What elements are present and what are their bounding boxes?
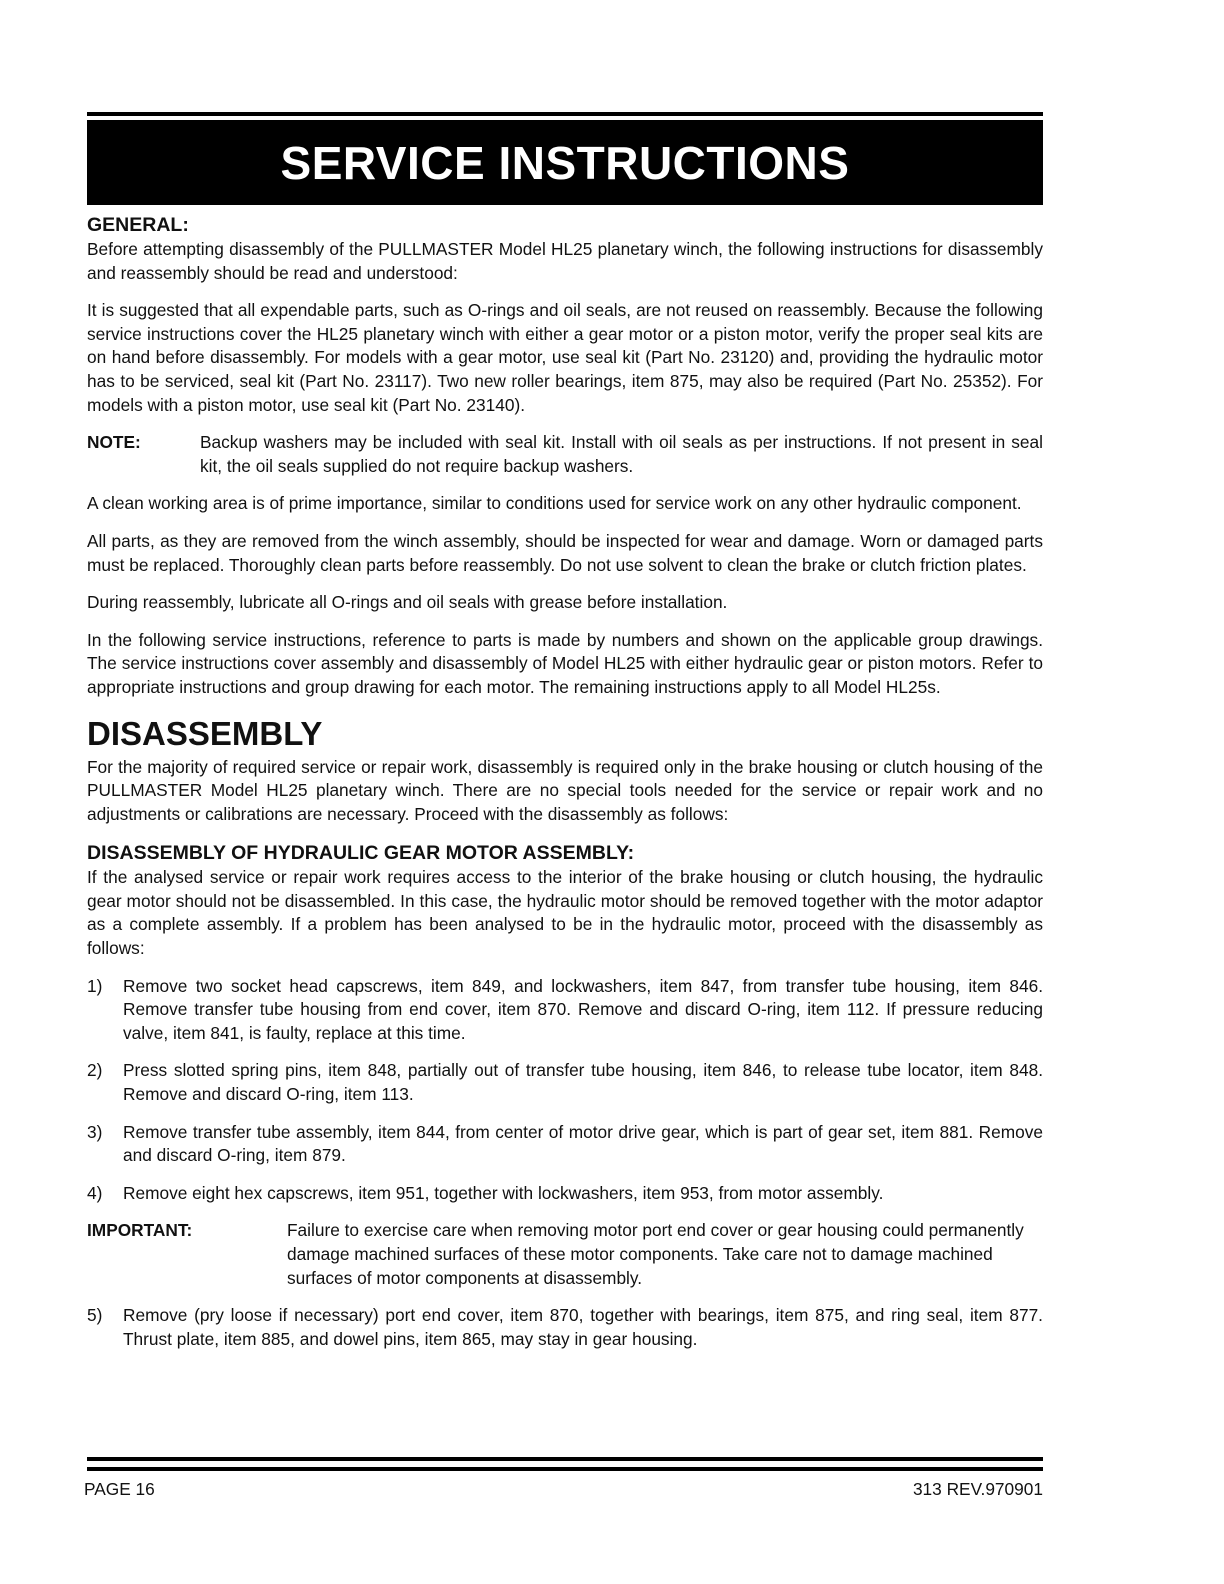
important-block xyxy=(87,1219,1043,1290)
general-paragraph: In the following service instructions, reference to parts is made by numbers and shown on the applicable group drawings. The service instructions cover assembly and disassembly of Model HL25 with either hydraulic gear or piston motors. Refer to appropriate instructions and group drawing for each motor. The remaining instructions apply to all Model HL25s. xyxy=(87,629,1043,697)
gear-motor-heading: DISASSEMBLY OF HYDRAULIC GEAR MOTOR ASSEMBLY: xyxy=(87,842,635,865)
list-item xyxy=(87,1059,1043,1106)
list-item xyxy=(87,1121,1043,1168)
step-number: 3) xyxy=(87,1121,103,1142)
step-text: Press slotted spring pins, item 848, partially out of transfer tube housing, item 846, to release tube locator, item 848. Remove and discard O-ring, item 113. xyxy=(123,1060,1043,1105)
step-list xyxy=(87,975,1043,1206)
gear-motor-intro: If the analysed service or repair work requires access to the interior of the brake housing or clutch housing, the hydraulic gear motor should not be disassembled. In this case, the hydraulic motor should be removed together with the motor adaptor as a complete assembly. If a problem has been analysed to be in the hydraulic motor, proceed with the disassembly as follows: xyxy=(87,867,1043,959)
step-number: 4) xyxy=(87,1182,103,1203)
step-text: Remove two socket head capscrews, item 849, and lockwashers, item 847, from transfer tube housing, item 846. Remove transfer tube housing from end cover, item 870. Remove and discard O-ring, item 112. If pressure reducing valve, item 841, is faulty, replace at this time. xyxy=(123,975,1043,1043)
note-text: Backup washers may be included with seal kit. Install with oil seals as per instructions. If not present in seal kit, the oil seals supplied do not require backup washers. xyxy=(200,432,1043,476)
general-paragraph: All parts, as they are removed from the winch assembly, should be inspected for wear and damage. Worn or damaged parts must be replaced. Thoroughly clean parts before reassembly. Do not use solvent to clean the brake or clutch friction plates. xyxy=(87,530,1043,575)
step-text: Remove eight hex capscrews, item 951, together with lockwashers, item 953, from motor assembly. xyxy=(123,1182,884,1203)
general-paragraph: It is suggested that all expendable parts, such as O-rings and oil seals, are not reused on reassembly. Because the following service instructions cover the HL25 planetary winch with either a gear motor or a piston motor, verify the proper seal kits are on hand before disassembly. For models with a gear motor, use seal kit (Part No. 23120) and, providing the hydraulic motor has to be serviced, seal kit (Part No. 23117). Two new roller bearings, item 875, may also be required (Part No. 25352). For models with a piston motor, use seal kit (Part No. 23140). xyxy=(87,300,1043,415)
bottom-rule xyxy=(87,1457,1043,1461)
page-number: PAGE 16 xyxy=(84,1479,155,1499)
list-item xyxy=(87,1182,1043,1206)
step-number: 5) xyxy=(87,1305,103,1326)
general-paragraph: During reassembly, lubricate all O-rings and oil seals with grease before installation. xyxy=(87,592,728,613)
general-paragraph: A clean working area is of prime importance, similar to conditions used for service work on any other hydraulic component. xyxy=(87,493,1022,514)
step-number: 2) xyxy=(87,1060,103,1081)
top-rule xyxy=(87,112,1043,116)
general-paragraph: Before attempting disassembly of the PULLMASTER Model HL25 planetary winch, the following instructions for disassembly and reassembly should be read and understood: xyxy=(87,239,1043,283)
list-item xyxy=(87,975,1043,1046)
disassembly-intro: For the majority of required service or repair work, disassembly is required only in the brake housing or clutch housing of the PULLMASTER Model HL25 planetary winch. There are no special tools needed for the service or repair work and no adjustments or calibrations are necessary. Proceed with the disassembly as follows: xyxy=(87,756,1043,824)
step-text: Remove transfer tube assembly, item 844, from center of motor drive gear, which is part of gear set, item 881. Remove and discard O-ring, item 879. xyxy=(123,1121,1043,1166)
disassembly-heading: DISASSEMBLY xyxy=(87,714,323,752)
list-item xyxy=(87,1304,1043,1351)
step-text: Remove (pry loose if necessary) port end cover, item 870, together with bearings, item 875, and ring seal, item 877. Thrust plate, item 885, and dowel pins, item 865, may stay in gear housing. xyxy=(123,1305,1043,1349)
note-block xyxy=(87,431,1043,478)
important-label: IMPORTANT: xyxy=(87,1220,193,1241)
bottom-rule xyxy=(87,1467,1043,1471)
step-number: 1) xyxy=(87,975,103,996)
revision-code: 313 REV.970901 xyxy=(912,1479,1043,1499)
page-title: SERVICE INSTRUCTIONS xyxy=(280,136,850,189)
step-list-continued xyxy=(87,1304,1043,1351)
document-body xyxy=(87,208,1043,1365)
general-heading: GENERAL: xyxy=(87,214,189,236)
title-banner xyxy=(87,120,1043,205)
important-text: Failure to exercise care when removing motor port end cover or gear housing could permanently damage machined surfaces of these motor components. Take care not to damage machined surfaces of motor components at disassembly. xyxy=(287,1220,1024,1288)
note-label: NOTE: xyxy=(87,432,141,453)
